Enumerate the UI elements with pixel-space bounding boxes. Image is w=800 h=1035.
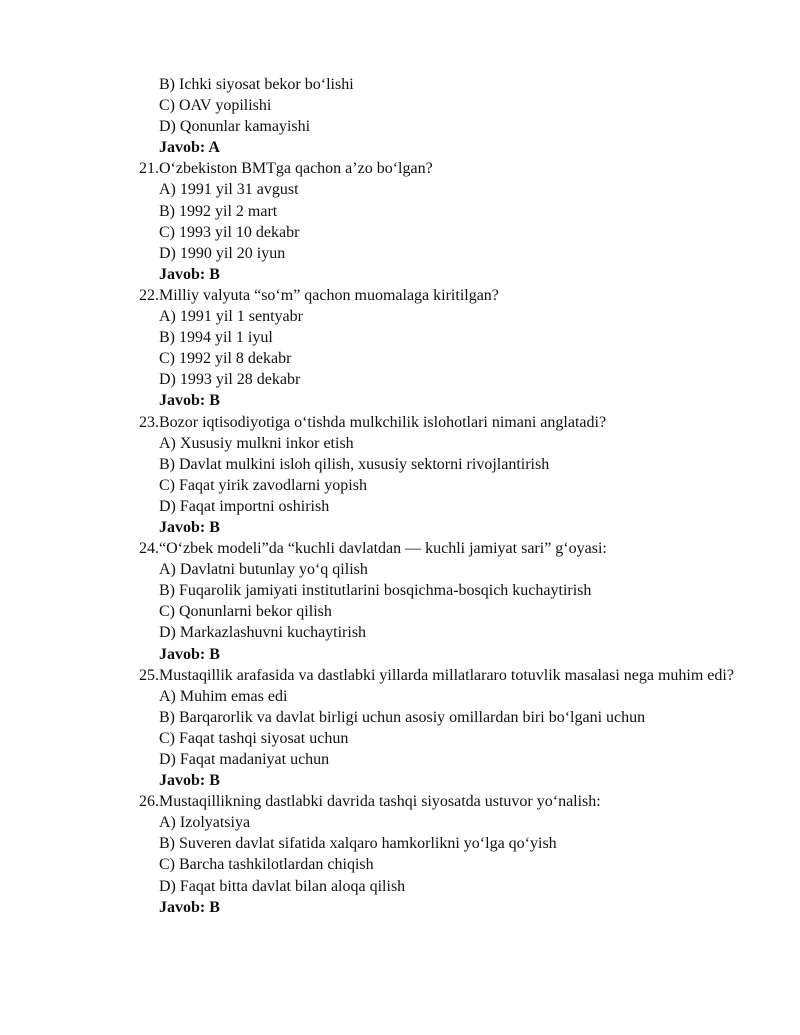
question-text: Milliy valyuta “so‘m” qachon muomalaga kiritilgan? (159, 286, 499, 304)
question-text: Mustaqillik arafasida va dastlabki yillarda millatlararo totuvlik masalasi nega muhim edi? (159, 666, 734, 684)
answer-option: B) 1994 yil 1 iyul (159, 329, 273, 347)
question-number: 25. (139, 666, 159, 684)
question (0, 791, 800, 812)
question (0, 538, 800, 559)
answer-option: B) Fuqarolik jamiyati institutlarini bosqichma-bosqich kuchaytirish (159, 582, 592, 600)
question-number: 24. (139, 540, 159, 558)
answer-option: B) Barqarorlik va davlat birligi uchun asosiy omillardan biri bo‘lgani uchun (159, 708, 646, 726)
answer-option: D) Markazlashuvni kuchaytirish (159, 624, 367, 642)
answer-option: B) Davlat mulkini isloh qilish, xususiy sektorni rivojlantirish (159, 455, 550, 473)
answer-option: D) Faqat bitta davlat bilan aloqa qilish (159, 877, 406, 895)
question-block (0, 791, 800, 918)
answer-option: B) 1992 yil 2 mart (159, 202, 278, 220)
correct-answer: Javob: B (159, 772, 220, 790)
question-block (0, 665, 800, 792)
answer-option: C) Barcha tashkilotlardan chiqish (159, 856, 374, 874)
answer-option: A) Muhim emas edi (159, 687, 288, 705)
correct-answer: Javob: B (159, 392, 220, 410)
previous-question-tail (0, 74, 800, 158)
question-block (0, 285, 800, 412)
answer-option: C) 1993 yil 10 dekabr (159, 223, 300, 241)
correct-answer: Javob: A (159, 139, 220, 157)
answer-option: A) Davlatni butunlay yo‘q qilish (159, 561, 368, 579)
answer-option: C) Faqat yirik zavodlarni yopish (159, 476, 367, 494)
answer-option: A) Xususiy mulkni inkor etish (159, 434, 354, 452)
question-text: Mustaqillikning dastlabki davrida tashqi siyosatda ustuvor yo‘nalish: (159, 793, 601, 811)
document-page (0, 74, 800, 918)
question (0, 665, 800, 686)
correct-answer: Javob: B (159, 645, 220, 663)
answer-option: A) 1991 yil 31 avgust (159, 181, 299, 199)
answer-option: D) 1990 yil 20 iyun (159, 244, 286, 262)
correct-answer: Javob: B (159, 518, 220, 536)
answer-option: C) 1992 yil 8 dekabr (159, 350, 292, 368)
answer-option: D) 1993 yil 28 dekabr (159, 371, 301, 389)
question (0, 158, 800, 179)
answer-option: C) Qonunlarni bekor qilish (159, 603, 332, 621)
answer-option: D) Qonunlar kamayishi (159, 118, 311, 136)
question (0, 412, 800, 433)
answer-option: C) Faqat tashqi siyosat uchun (159, 729, 349, 747)
question-number: 22. (139, 286, 159, 304)
question-number: 23. (139, 413, 159, 431)
answer-option: D) Faqat importni oshirish (159, 497, 330, 515)
question-block (0, 538, 800, 665)
question (0, 285, 800, 306)
answer-option: A) Izolyatsiya (159, 814, 251, 832)
question-number: 21. (139, 160, 159, 178)
correct-answer: Javob: B (159, 265, 220, 283)
question-block (0, 158, 800, 285)
question-text: “O‘zbek modeli”da “kuchli davlatdan — kuchli jamiyat sari” g‘oyasi: (159, 540, 607, 558)
question-number: 26. (139, 793, 159, 811)
answer-option: A) 1991 yil 1 sentyabr (159, 308, 303, 326)
answer-option: D) Faqat madaniyat uchun (159, 751, 330, 768)
answer-option: B) Ichki siyosat bekor bo‘lishi (159, 76, 354, 93)
question-text: O‘zbekiston BMTga qachon a’zo bo‘lgan? (159, 160, 433, 178)
question-text: Bozor iqtisodiyotiga o‘tishda mulkchilik islohotlari nimani anglatadi? (159, 413, 607, 431)
answer-option: B) Suveren davlat sifatida xalqaro hamkorlikni yo‘lga qo‘yish (159, 835, 557, 853)
question-block (0, 412, 800, 539)
answer-option: C) OAV yopilishi (159, 97, 272, 115)
correct-answer: Javob: B (159, 898, 220, 916)
